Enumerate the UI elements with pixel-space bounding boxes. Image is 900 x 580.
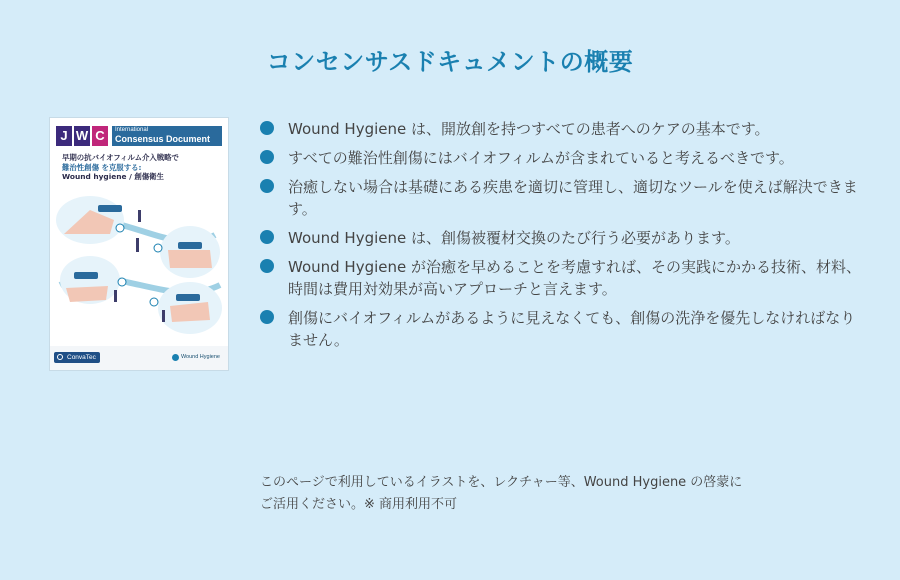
list-item-text: Wound Hygiene は、開放創を持つすべての患者へのケアの基本です。 [288,120,770,138]
cover-footer [50,346,228,370]
page-title: コンセンサスドキュメントの概要 [266,48,634,76]
cover-band [112,126,222,146]
list-item-text: 治癒しない場合は基礎にある疾患を適切に管理し、適切なツールを使えば解決できます。 [288,178,858,218]
list-item [260,256,870,300]
cover-title [62,153,222,182]
list-item-text: 創傷にバイオフィルムがあるように見えなくても、創傷の洗浄を優先しなければなりません。 [288,309,856,349]
jwc-letter-c: C [92,126,108,146]
jwc-letter-w: W [74,126,90,146]
bullet-dot-icon [260,259,274,273]
list-item [260,227,870,249]
list-item [260,118,870,140]
summary-list [260,118,870,358]
convatec-logo: ConvaTec [54,352,100,363]
list-item [260,176,870,220]
list-item [260,147,870,169]
bullet-dot-icon [260,121,274,135]
bullet-dot-icon [260,179,274,193]
usage-note [260,472,860,516]
consensus-document-cover[interactable] [50,118,228,370]
cover-title-line: 早期の抗バイオフィルム介入戦略で [62,153,179,162]
cover-title-line: 難治性創傷 を克服する: [62,162,142,172]
wound-hygiene-logo: Wound Hygiene [172,354,220,360]
bullet-dot-icon [260,310,274,324]
jwc-letter-j: J [56,126,72,146]
usage-note-line: ご活用ください。※ 商用利用不可 [260,497,458,512]
cover-header [56,126,222,148]
list-item-text: Wound Hygiene が治癒を早めることを考慮すれば、その実践にかかる技術、材料、時間は費用対効果が高いアプローチと言えます。 [288,258,862,298]
bullet-dot-icon [260,150,274,164]
list-item-text: Wound Hygiene は、創傷被覆材交換のたび行う必要があります。 [288,229,740,247]
list-item-text: すべての難治性創傷にはバイオフィルムが含まれていると考えるべきです。 [288,149,794,167]
list-item [260,307,870,351]
cover-band-title: Consensus Document [115,134,211,144]
cover-title-line: Wound hygiene / 創傷衛生 [62,172,164,182]
usage-note-line: このページで利用しているイラストを、レクチャー等、Wound Hygiene の啓蒙に [260,475,743,490]
cover-illustration [50,190,228,340]
bullet-dot-icon [260,230,274,244]
cover-band-small: International [115,127,149,133]
